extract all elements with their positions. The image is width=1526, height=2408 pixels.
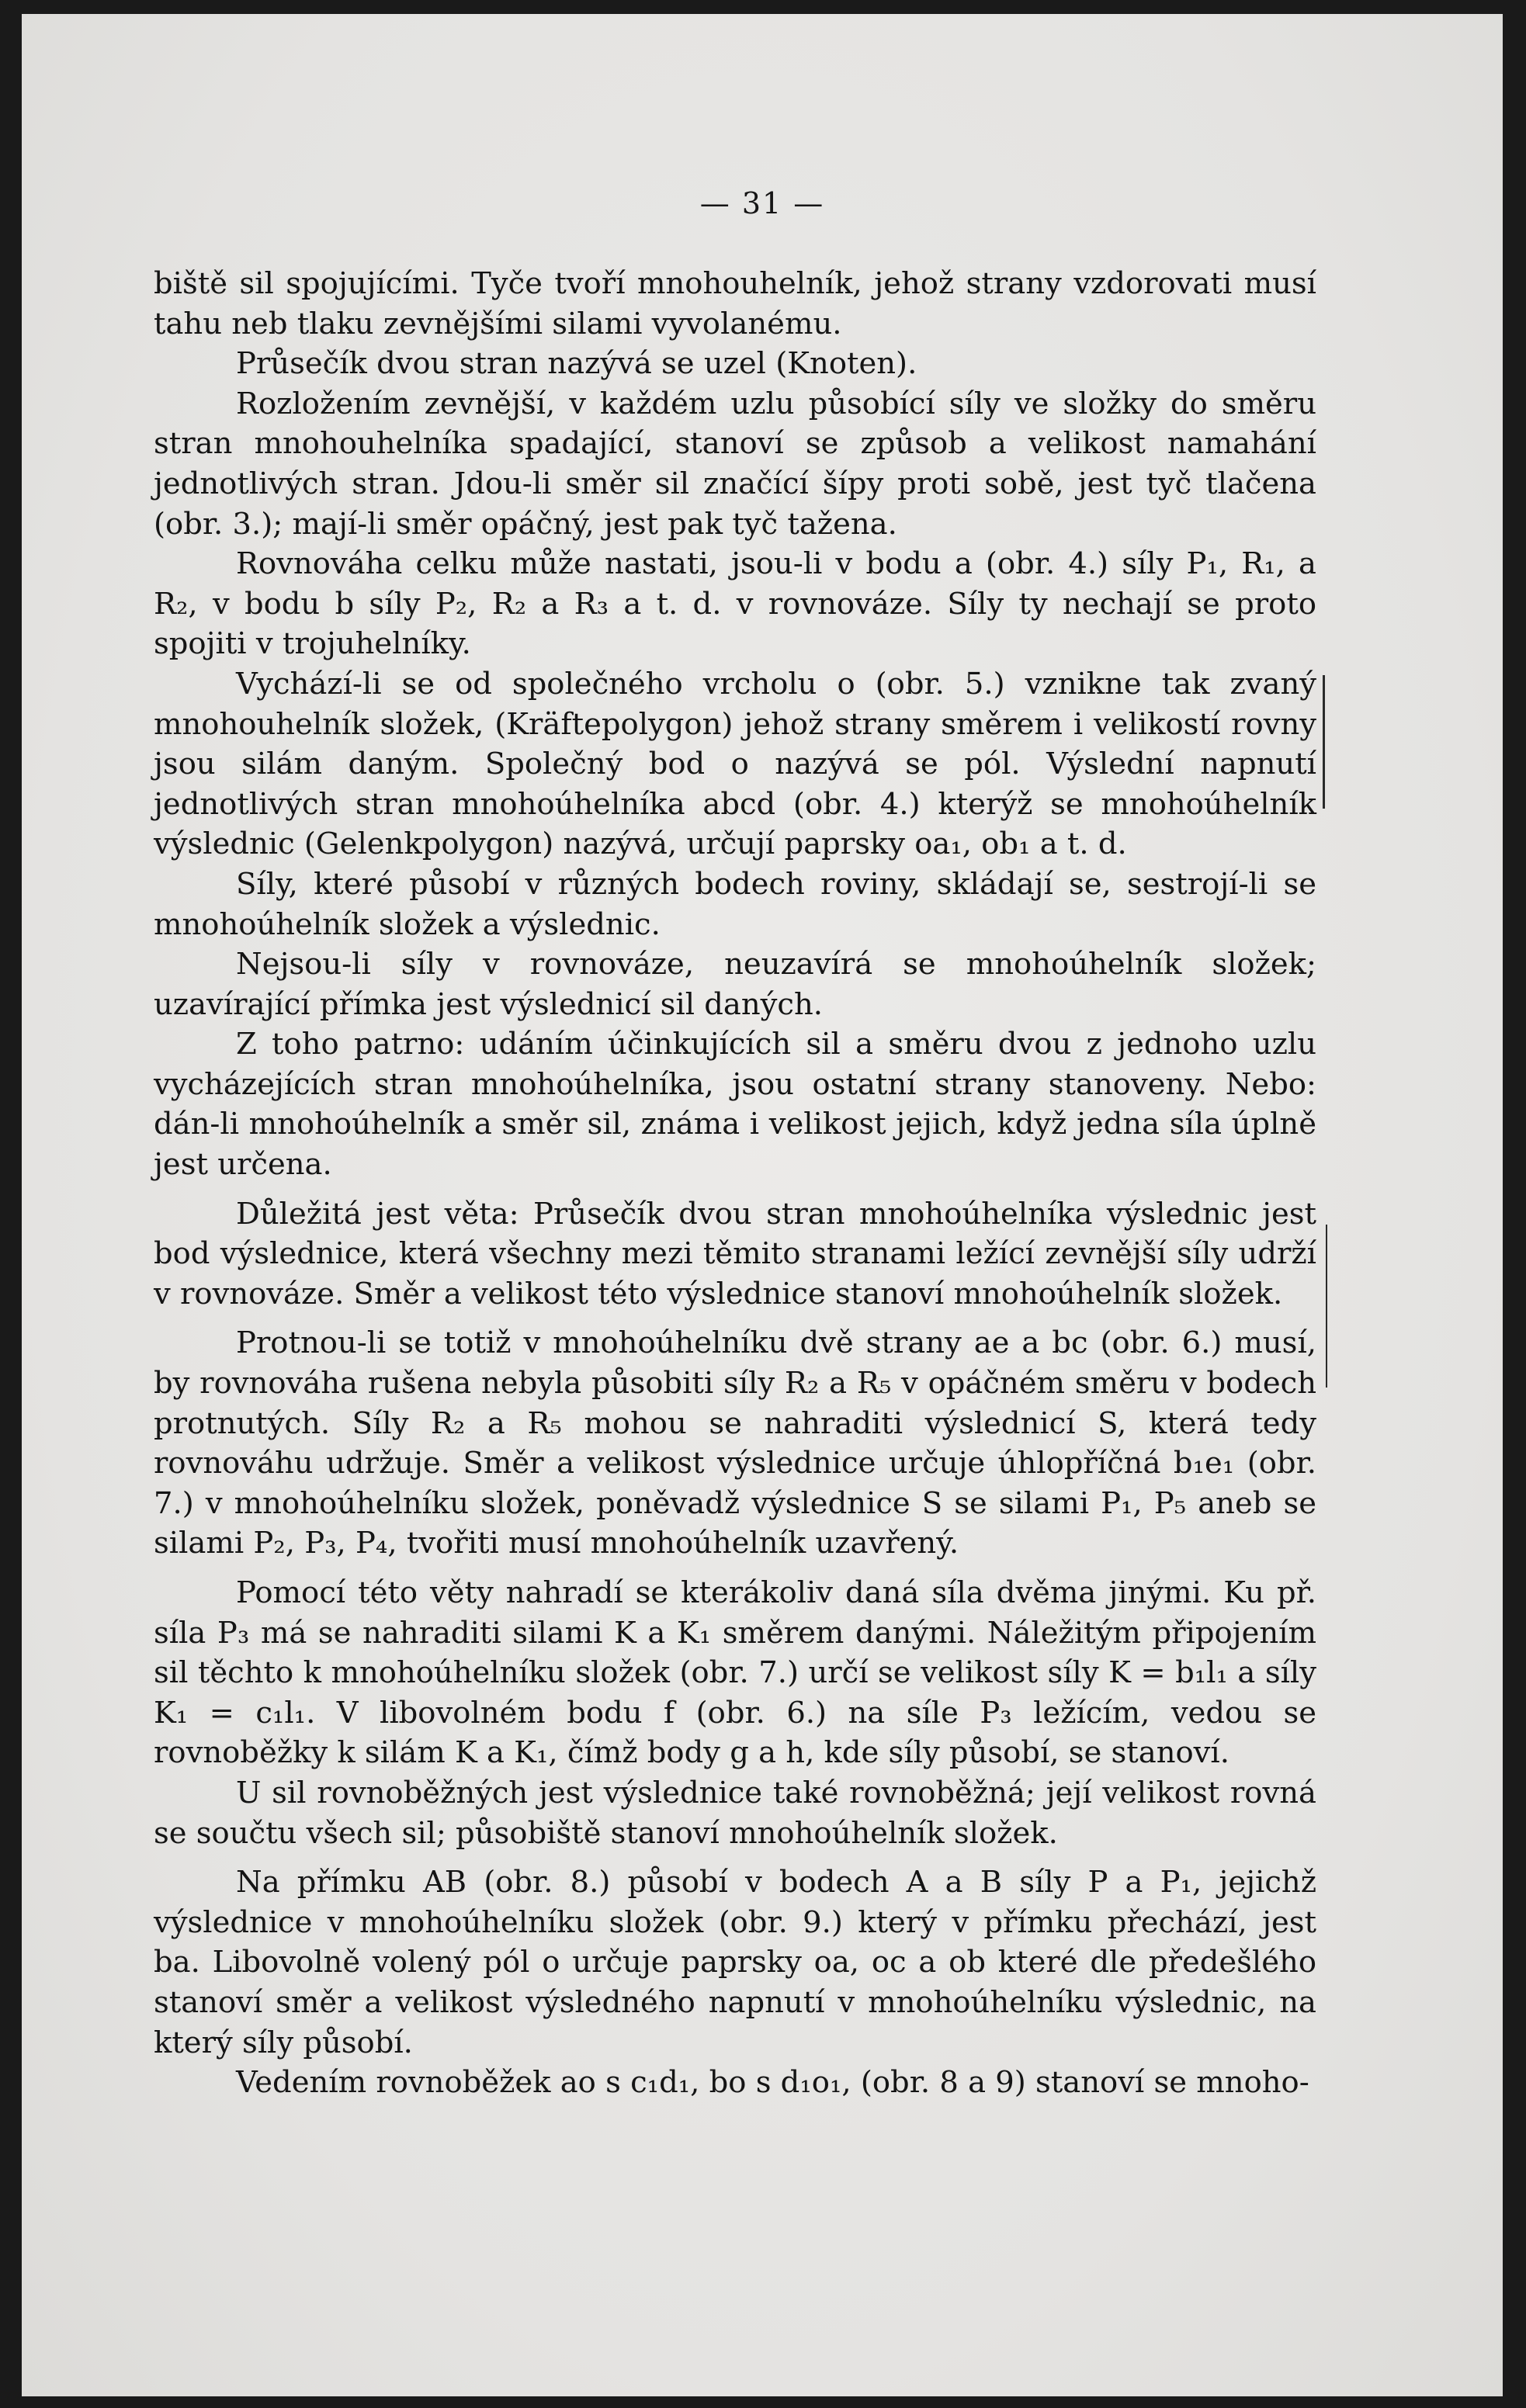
paragraph: Síly, které působí v různých bodech roviny, skládají se, sestrojí-li se mnohoúhelník složek a výslednic. bbox=[154, 866, 1316, 942]
book-page bbox=[22, 14, 1503, 2396]
paragraph: Rozložením zevnější, v každém uzlu působící síly ve složky do směru stran mnohouhelníka spadající, stanoví se způsob a velikost namahání jednotlivých stran. Jdou-li směr sil značící šípy proti sobě, jest tyč tlačena (obr. 3.); mají-li směr opáčný, jest pak tyč tažena. bbox=[154, 386, 1316, 542]
paragraph: Důležitá jest věta: Průsečík dvou stran mnohoúhelníka výslednic jest bod výslednice, která všechny mezi těmito stranami ležící zevnější síly udrží v rovnováze. Směr a velikost této výslednice stanoví mnohoúhelník složek. bbox=[154, 1196, 1316, 1311]
paragraph: Rovnováha celku může nastati, jsou-li v bodu a (obr. 4.) síly P₁, R₁, a R₂, v bodu b síly P₂, R₂ a R₃ a t. d. v rovnováze. Síly ty nechají se proto spojiti v trojuhelníky. bbox=[154, 546, 1316, 662]
paragraph: Protnou-li se totiž v mnohoúhelníku dvě strany ae a bc (obr. 6.) musí, by rovnováha rušena nebyla působiti síly R₂ a R₅ v opáčném směru v bodech protnutých. Síly R₂ a R₅ mohou se nahraditi výslednicí S, která tedy rovnováhu udržuje. Směr a velikost výslednice určuje úhlopříčná b₁e₁ (obr. 7.) v mnohoúhelníku složek, poněvadž výslednice S se silami P₁, P₅ aneb se silami P₂, P₃, P₄, tvořiti musí mnohoúhelník uzavřený. bbox=[154, 1325, 1316, 1561]
body-text bbox=[154, 264, 1316, 2103]
paragraph: Vychází-li se od společného vrcholu o (obr. 5.) vznikne tak zvaný mnohouhelník složek, (Kräftepolygon) jehož strany směrem i velikostí rovny jsou silám daným. Společný bod o nazývá se pól. Výslední napnutí jednotlivých stran mnohoúhelníka abcd (obr. 4.) kterýž se mnohoúhelník výslednic (Gelenkpolygon) nazývá, určují paprsky oa₁, ob₁ a t. d. bbox=[154, 666, 1316, 862]
paragraph: U sil rovnoběžných jest výslednice také rovnoběžná; její velikost rovná se součtu všech sil; působiště stanoví mnohoúhelník složek. bbox=[154, 1775, 1316, 1851]
paragraph: Pomocí této věty nahradí se kterákoliv daná síla dvěma jinými. Ku př. síla P₃ má se nahraditi silami K a K₁ směrem danými. Náležitým připojením sil těchto k mnohoúhelníku složek (obr. 7.) určí se velikost síly K = b₁l₁ a síly K₁ = c₁l₁. V libovolném bodu f (obr. 6.) na síle P₃ ležícím, vedou se rovnoběžky k silám K a K₁, čímž body g a h, kde síly působí, se stanoví. bbox=[154, 1575, 1316, 1771]
paragraph: Na přímku AB (obr. 8.) působí v bodech A a B síly P a P₁, jejichž výslednice v mnohoúhelníku složek (obr. 9.) který v přímku přechází, jest ba. Libovolně volený pól o určuje paprsky oa, oc a ob které dle předešlého stanoví směr a velikost výsledného napnutí v mnohoúhelníku výslednic, na který síly působí. bbox=[154, 1865, 1316, 2060]
paragraph: Průsečík dvou stran nazývá se uzel (Knoten). bbox=[236, 346, 917, 382]
paragraph: biště sil spojujícími. Tyče tvoří mnohouhelník, jehož strany vzdorovati musí tahu neb tlaku zevnějšími silami vyvolanému. bbox=[154, 266, 1316, 341]
page-number: — 31 — bbox=[699, 186, 825, 220]
paragraph: Vedením rovnoběžek ao s c₁d₁, bo s d₁o₁, (obr. 8 a 9) stanoví se mnoho- bbox=[236, 2065, 1309, 2101]
paragraph: Nejsou-li síly v rovnováze, neuzavírá se mnohoúhelník složek; uzavírající přímka jest výslednicí sil daných. bbox=[154, 947, 1316, 1022]
paragraph: Z toho patrno: udáním účinkujících sil a směru dvou z jednoho uzlu vycházejících stran mnohoúhelníka, jsou ostatní strany stanoveny. Nebo: dán-li mnohoúhelník a směr sil, známa i velikost jejich, když jedna síla úplně jest určena. bbox=[154, 1027, 1316, 1183]
margin-mark bbox=[1326, 1225, 1327, 1388]
margin-mark bbox=[1323, 675, 1325, 809]
